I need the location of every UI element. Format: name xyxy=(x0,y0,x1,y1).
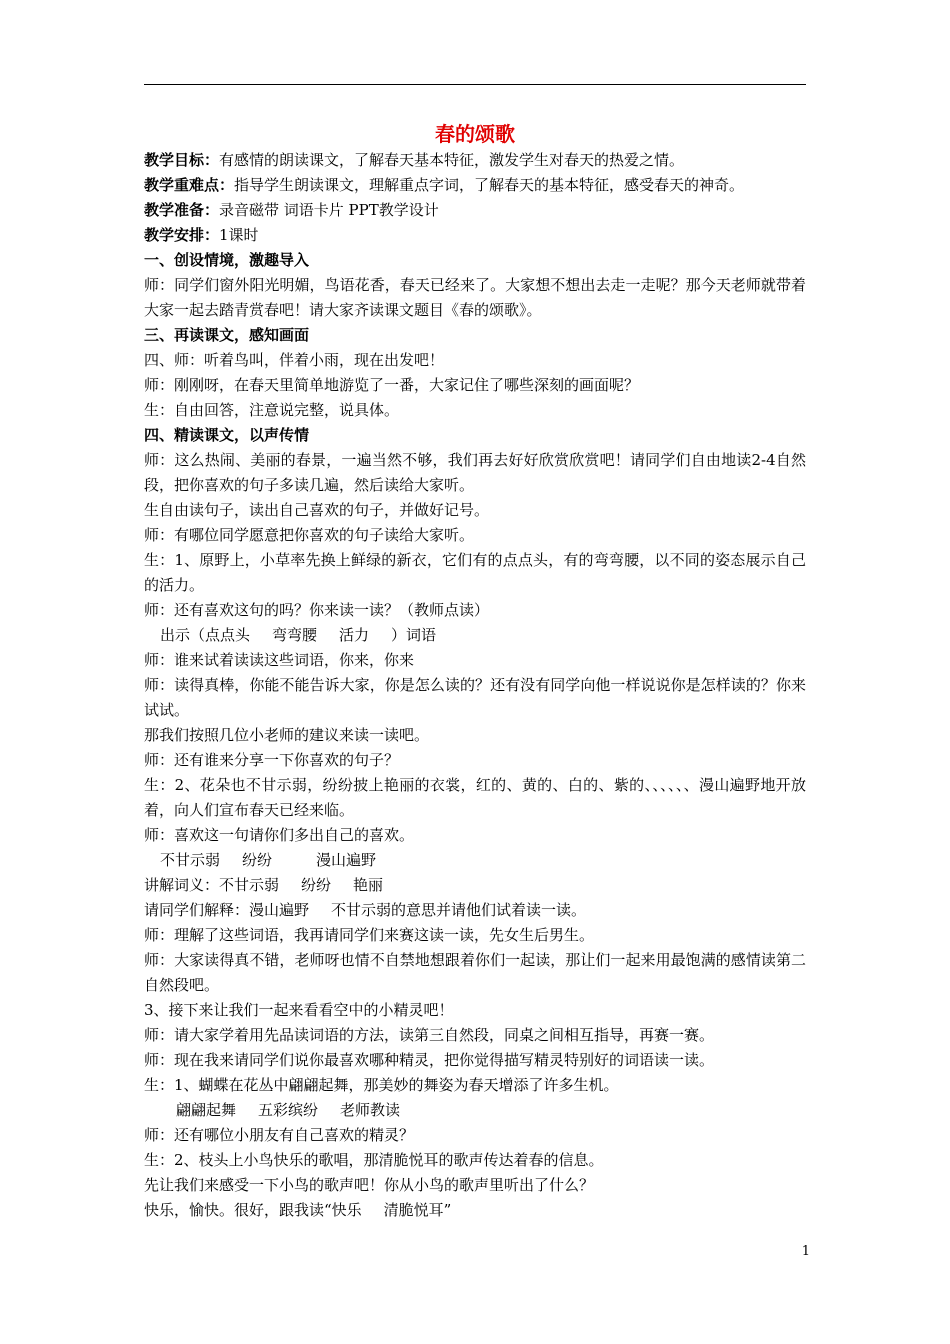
paragraph: 师：还有谁来分享一下你喜欢的句子？ xyxy=(144,751,400,769)
paragraph: 师：同学们窗外阳光明媚，鸟语花香，春天已经来了。大家想不想出去走一走呢？那今天老师就带着大家一起去踏青赏春吧！请大家齐读课文题目《春的颂歌》。 xyxy=(144,276,806,319)
paragraph: 师：大家读得真不错，老师呀也情不自禁地想跟着你们一起读，那让们一起来用最饱满的感情读第二自然段吧。 xyxy=(144,951,806,994)
paragraph: 师：刚刚呀，在春天里简单地游览了一番，大家记住了哪些深刻的画面呢？ xyxy=(144,376,640,394)
vocab-word: 纷纷 xyxy=(242,851,273,869)
teaching-focus-label: 教学重难点： xyxy=(144,176,235,194)
teaching-focus xyxy=(144,173,806,198)
vocab-word: 翩翩起舞 xyxy=(176,1101,237,1119)
paragraph: 师：喜欢这一句请你们多出自己的喜欢。 xyxy=(144,826,415,844)
teaching-prep-label: 教学准备： xyxy=(144,201,220,219)
teaching-prep xyxy=(144,198,806,223)
paragraph: 师：理解了这些词语，我再请同学们来赛这读一读，先女生后男生。 xyxy=(144,926,595,944)
vocab-line xyxy=(144,623,806,648)
document-body xyxy=(144,148,806,1223)
paragraph: 生：自由回答，注意说完整，说具体。 xyxy=(144,401,400,419)
teaching-focus-text: 指导学生朗读课文，理解重点字词，了解春天的基本特征，感受春天的神奇。 xyxy=(234,176,745,194)
paragraph: 师：现在我来请同学们说你最喜欢哪种精灵，把你觉得描写精灵特别好的词语读一读。 xyxy=(144,1051,715,1069)
section-heading: 三、再读课文，感知画面 xyxy=(144,326,310,344)
vocab-explain xyxy=(144,898,806,923)
vocab-word: 纷纷 xyxy=(301,876,332,894)
page-title: 春的颂歌 xyxy=(435,122,515,146)
paragraph: 师：还有哪位小朋友有自己喜欢的精灵？ xyxy=(144,1126,415,1144)
vocab-word: 漫山遍野 xyxy=(316,851,377,869)
vocab-word: 活力 xyxy=(339,626,370,644)
vocab-word: 讲解词义：不甘示弱 xyxy=(144,876,280,894)
paragraph: 生自由读句子，读出自己喜欢的句子，并做好记号。 xyxy=(144,501,490,519)
paragraph-part: 清脆悦耳” xyxy=(383,1201,452,1219)
teaching-schedule xyxy=(144,223,806,248)
paragraph-part: 快乐，愉快。很好，跟我读“快乐 xyxy=(144,1201,362,1219)
vocab-word: ）词语 xyxy=(391,626,437,644)
paragraph: 师：这么热闹、美丽的春景，一遍当然不够，我们再去好好欣赏欣赏吧！请同学们自由地读2-4自然段，把你喜欢的句子多读几遍，然后读给大家听。 xyxy=(144,451,806,494)
header-rule xyxy=(144,84,806,85)
paragraph: 生：2、枝头上小鸟快乐的歌唱，那清脆悦耳的歌声传达着春的信息。 xyxy=(144,1151,604,1169)
teaching-schedule-text: 1课时 xyxy=(219,226,259,244)
teaching-schedule-label: 教学安排： xyxy=(144,226,220,244)
section-heading: 一、创设情境，激趣导入 xyxy=(144,251,310,269)
vocab-explain xyxy=(144,873,806,898)
paragraph: 3、接下来让我们一起来看看空中的小精灵吧！ xyxy=(144,1001,454,1019)
paragraph: 师：谁来试着读读这些词语，你来，你来 xyxy=(144,651,415,669)
paragraph: 四、师：听着鸟叫，伴着小雨，现在出发吧！ xyxy=(144,351,445,369)
vocab-line xyxy=(144,848,806,873)
vocab-word: 不甘示弱的意思并请他们试着读一读。 xyxy=(331,901,587,919)
paragraph xyxy=(144,1198,806,1223)
vocab-word: 五彩缤纷 xyxy=(258,1101,319,1119)
section-heading: 四、精读课文，以声传情 xyxy=(144,426,310,444)
vocab-word: 弯弯腰 xyxy=(272,626,318,644)
teaching-goal-text: 有感情的朗读课文，了解春天基本特征，激发学生对春天的热爱之情。 xyxy=(219,151,685,169)
vocab-word: 老师教读 xyxy=(340,1101,401,1119)
page-number: 1 xyxy=(801,1244,810,1259)
paragraph: 师：请大家学着用先品读词语的方法，读第三自然段，同桌之间相互指导，再赛一赛。 xyxy=(144,1026,715,1044)
vocab-word: 出示（点点头 xyxy=(160,626,251,644)
teaching-goal-label: 教学目标： xyxy=(144,151,220,169)
vocab-line xyxy=(144,1098,806,1123)
paragraph: 那我们按照几位小老师的建议来读一读吧。 xyxy=(144,726,430,744)
paragraph: 师：读得真棒，你能不能告诉大家，你是怎么读的？还有没有同学向他一样说说你是怎样读的？你来试试。 xyxy=(144,676,806,719)
vocab-word: 请同学们解释：漫山遍野 xyxy=(144,901,310,919)
teaching-goal xyxy=(144,148,806,173)
vocab-word: 艳丽 xyxy=(353,876,384,894)
teaching-prep-text: 录音磁带 词语卡片 PPT教学设计 xyxy=(219,201,439,219)
paragraph: 先让我们来感受一下小鸟的歌声吧！你从小鸟的歌声里听出了什么？ xyxy=(144,1176,595,1194)
vocab-word: 不甘示弱 xyxy=(160,851,221,869)
paragraph: 生：1、原野上，小草率先换上鲜绿的新衣，它们有的点点头，有的弯弯腰，以不同的姿态展示自己的活力。 xyxy=(144,551,806,594)
paragraph: 师：有哪位同学愿意把你喜欢的句子读给大家听。 xyxy=(144,526,475,544)
paragraph: 生：1、蝴蝶在花丛中翩翩起舞，那美妙的舞姿为春天增添了许多生机。 xyxy=(144,1076,619,1094)
paragraph: 生：2、花朵也不甘示弱，纷纷披上艳丽的衣裳，红的、黄的、白的、紫的、、、、、、漫山遍野地开放着，向人们宣布春天已经来临。 xyxy=(144,776,806,819)
paragraph: 师：还有喜欢这句的吗？你来读一读？（教师点读） xyxy=(144,601,490,619)
